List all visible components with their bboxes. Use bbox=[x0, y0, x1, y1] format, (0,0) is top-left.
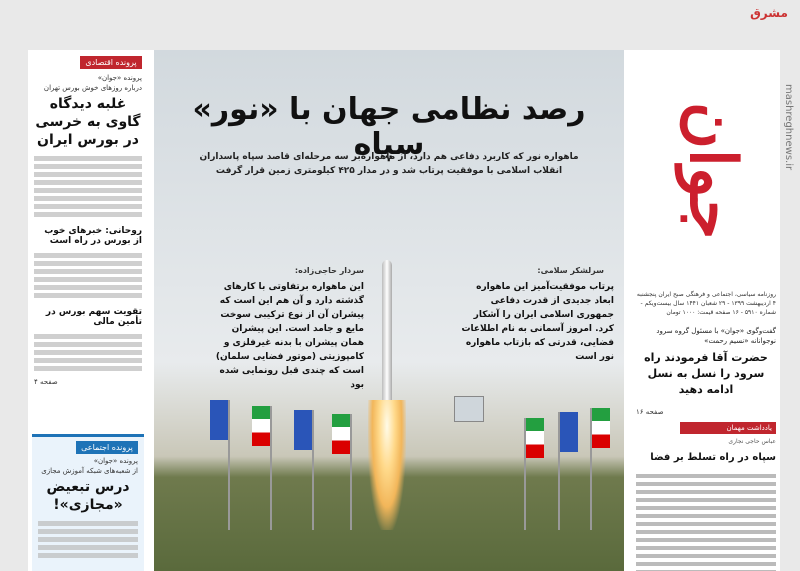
social-headline: درس تبعیض «مجازی»! bbox=[46, 479, 130, 513]
body-text bbox=[28, 151, 148, 222]
body-column bbox=[174, 188, 314, 198]
tag-guest-note: یادداشت مهمان bbox=[680, 422, 776, 434]
body-text bbox=[28, 329, 148, 376]
flag-iran bbox=[252, 406, 270, 446]
left-subhead: تقویت سهم بورس در تأمین مالی bbox=[45, 307, 142, 327]
tag-economic: پرونده اقتصادی bbox=[80, 56, 142, 69]
masthead-info: روزنامه سیاسی، اجتماعی و فرهنگی صبح ایران پنجشنبه ۴ اردیبهشت ۱۳۹۹ - ۲۹ شعبان ۱۴۴۱ سال بیست‌ویکم - شماره ۵۹۱۰ - ۱۶ صفحه قیمت: ۱۰۰۰ تومان bbox=[636, 291, 776, 316]
author: عباس حاجی نجاری bbox=[728, 438, 776, 445]
watermark-url: mashreghnews.ir bbox=[783, 84, 794, 171]
page-ref: صفحه ۴ bbox=[34, 378, 58, 386]
flag bbox=[210, 400, 228, 440]
flag bbox=[294, 410, 312, 450]
social-box bbox=[32, 434, 144, 571]
flag bbox=[560, 412, 578, 452]
quote2-name: سرلشکر سلامی: bbox=[537, 266, 604, 275]
kicker: گفت‌وگوی «جوان» با مسئول گروه سرود نوجوانانه «نسیم رحمت» bbox=[656, 327, 776, 345]
kicker: پرونده «جوان» bbox=[97, 74, 142, 82]
rocket bbox=[382, 260, 392, 410]
quote1: این ماهواره برتفاوتی با کارهای گذشته دارد و آن هم این است که پیشران آن از نوع ترکیبی سوخت مایع و جامد است. این پیشران همان پیشران با بدنه غیرفلزی و کامپوزیتی (موتور فضایی سلمان) است که چندی قبل رونمایی شده بود bbox=[215, 282, 364, 390]
quote2: پرتاب موفقیت‌آمیز این ماهواره ابعاد جدیدی از قدرت دفاعی جمهوری اسلامی ایران را آشکار کرد. امروز آسمانی به نام اطلاعات فضایی، قدرتی که بازتاب ماهواره نور است bbox=[461, 282, 614, 362]
kicker: از شعبه‌های شبکه آموزش مجازی bbox=[41, 467, 138, 475]
kicker: پرونده «جوان» bbox=[93, 457, 138, 465]
note-headline: سپاه در راه تسلط بر فضا bbox=[650, 452, 776, 463]
left-subhead: روحانی: خبرهای خوب از بورس در راه است bbox=[44, 226, 142, 246]
kicker: درباره روزهای خوش بورس تهران bbox=[43, 84, 142, 92]
right-column bbox=[632, 50, 780, 571]
page-ref: صفحه ۱۶ bbox=[636, 408, 664, 416]
flag-iran bbox=[592, 408, 610, 448]
left-headline: غلبه دیدگاه گاوی به خرسی در بورس ایران bbox=[35, 96, 141, 148]
flag-iran bbox=[332, 414, 350, 454]
body-text bbox=[28, 248, 148, 303]
watermark-logo: مشرق bbox=[750, 6, 788, 20]
lead-story bbox=[154, 50, 624, 571]
main-headline: رصد نظامی جهان با «نور» سپاه bbox=[192, 92, 586, 162]
tag-social: پرونده اجتماعی bbox=[76, 441, 138, 454]
masthead: جوان bbox=[662, 56, 762, 286]
newspaper-page bbox=[28, 50, 780, 571]
flag-iran bbox=[526, 418, 544, 458]
body-text bbox=[636, 470, 776, 571]
body-text bbox=[32, 516, 144, 563]
launch-tower bbox=[454, 396, 484, 422]
right-headline: حضرت آقا فرمودند راه سرود را نسل به نسل ادامه دهید bbox=[644, 351, 768, 396]
rocket-exhaust bbox=[368, 400, 406, 530]
deck: ماهواره نور که کاربرد دفاعی هم دارد، از ماهواره‌بر سه مرحله‌ای قاصد سپاه پاسداران انقلاب اسلامی با موفقیت پرتاب شد و در مدار ۴۲۵ کیلومتری زمین قرار گرفت bbox=[199, 152, 579, 176]
quote1-name: سردار حاجی‌زاده: bbox=[294, 266, 364, 275]
left-column bbox=[28, 50, 148, 571]
